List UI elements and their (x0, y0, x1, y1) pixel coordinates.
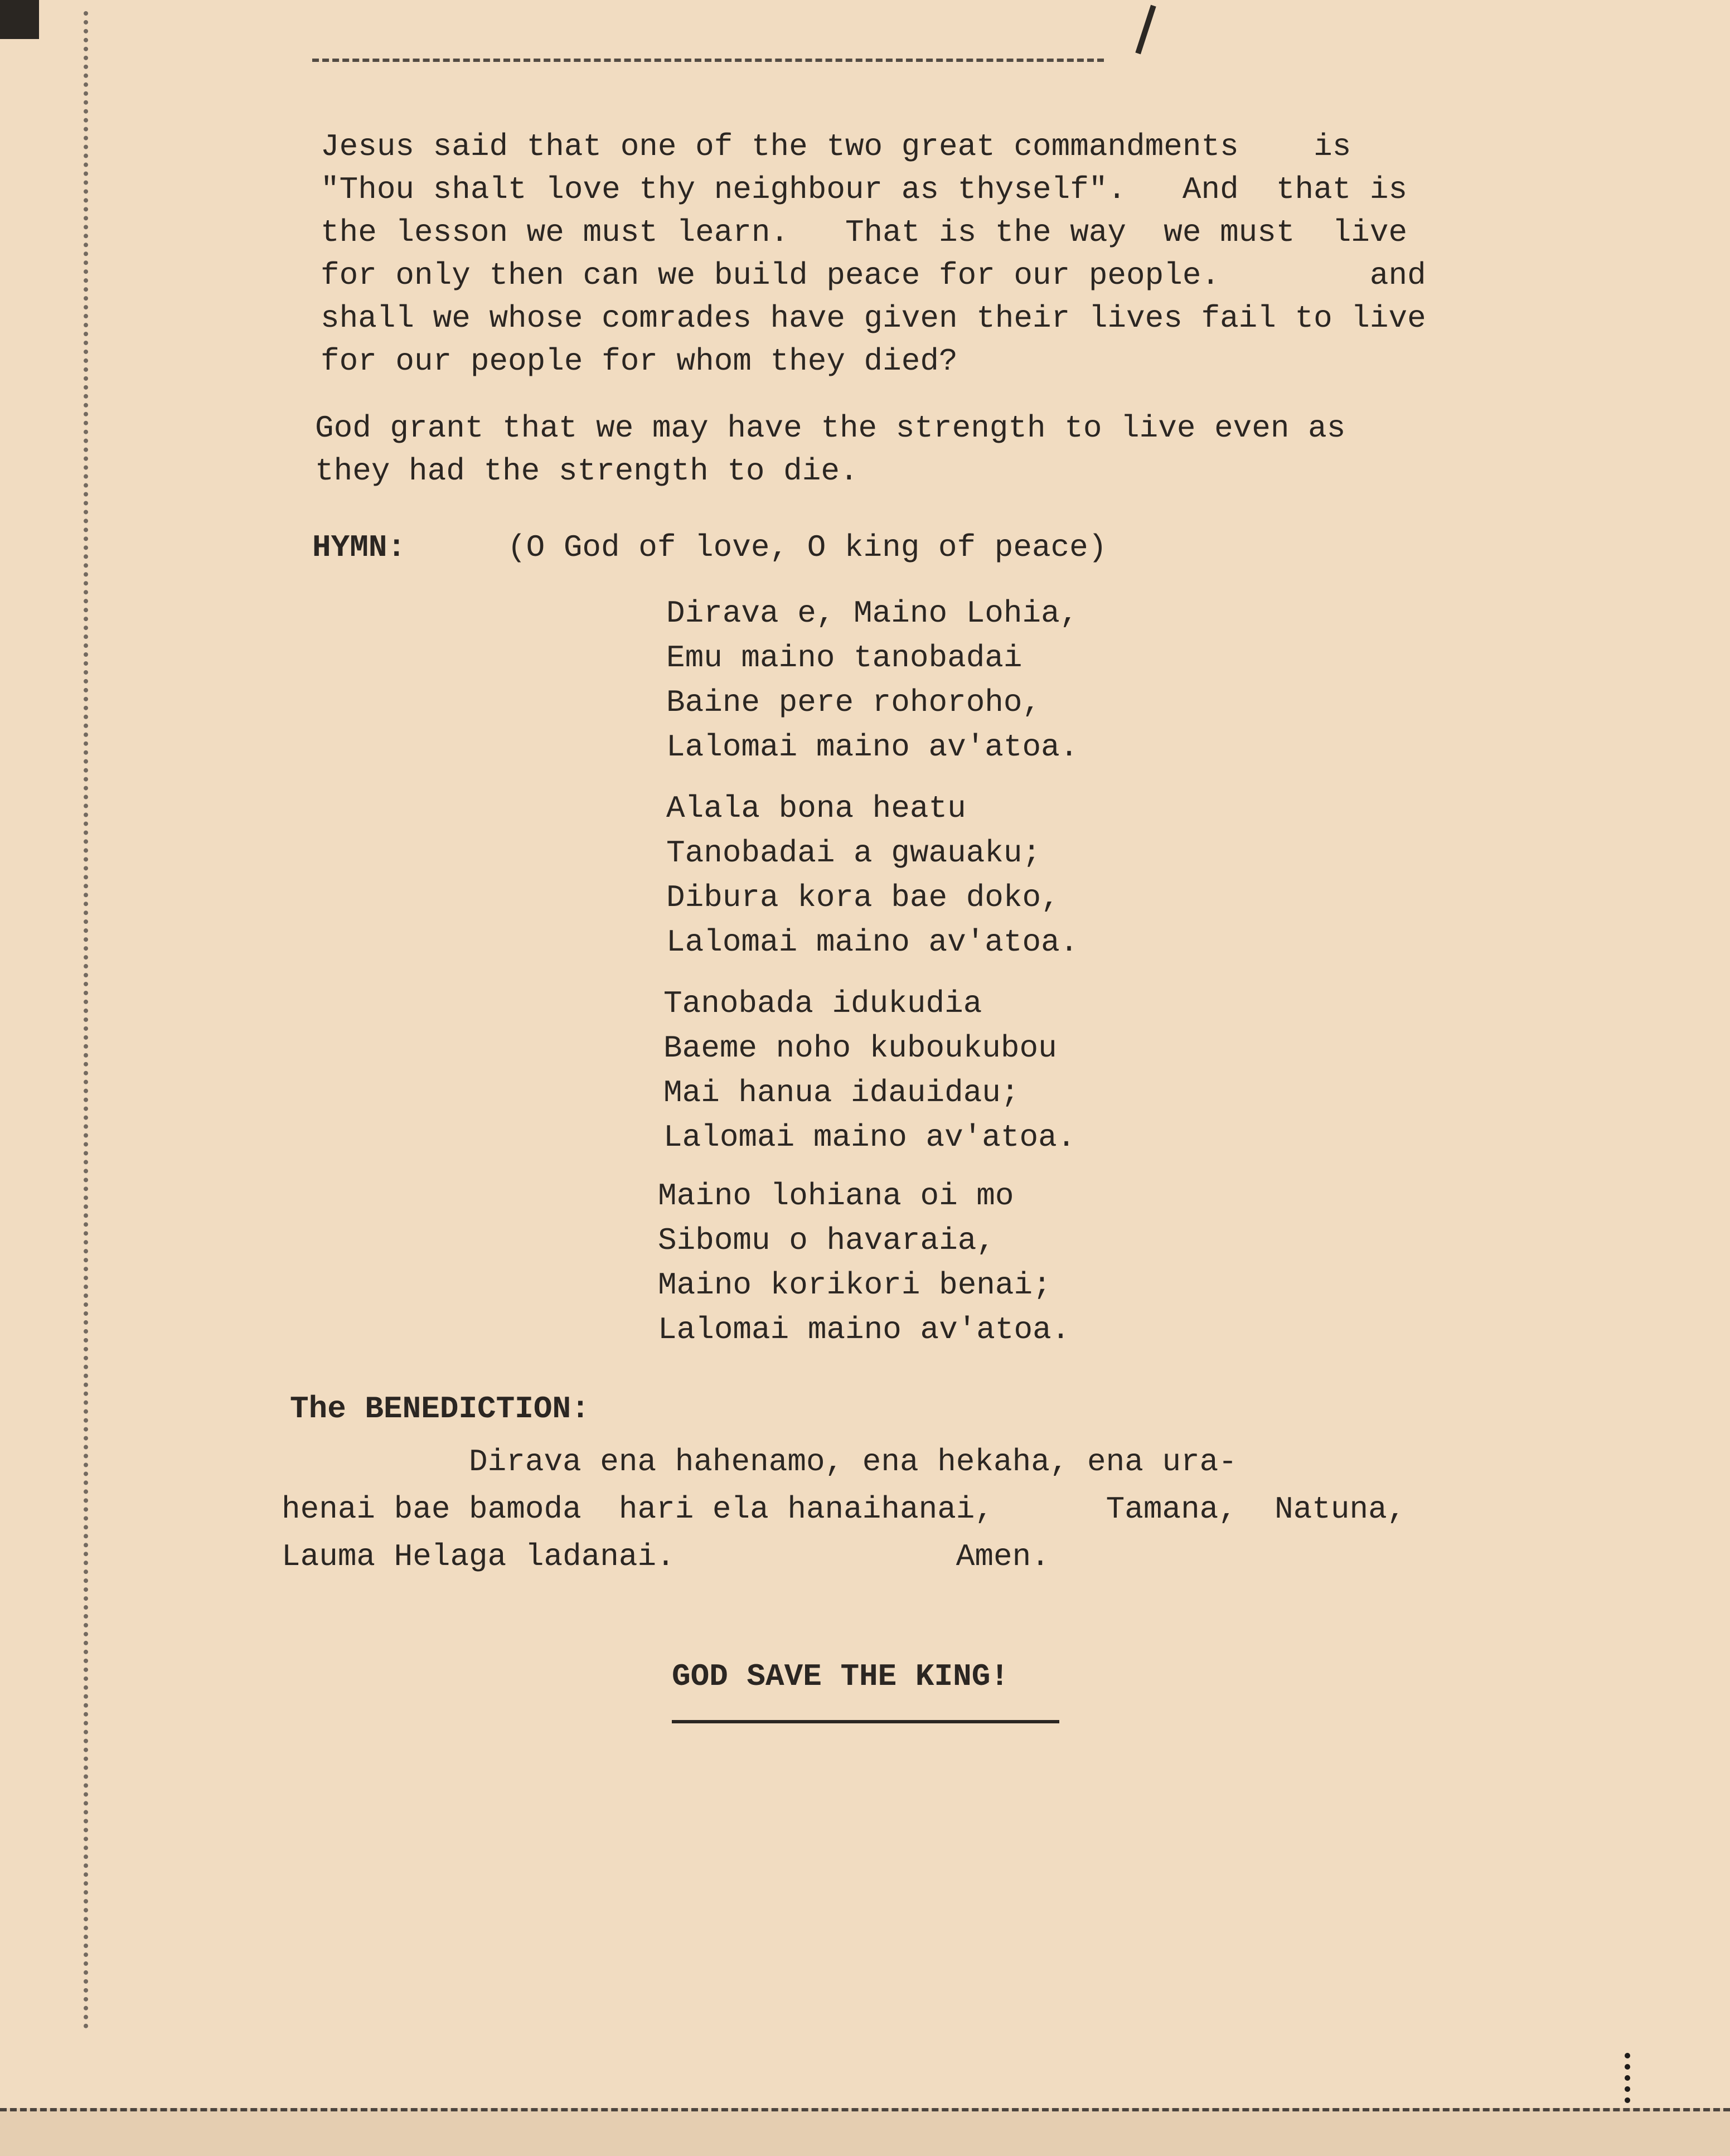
verse-line: Maino korikori benai; (658, 1267, 1051, 1303)
verse-line: Lalomai maino av'atoa. (658, 1312, 1070, 1348)
verse-line: Lalomai maino av'atoa. (663, 1120, 1076, 1155)
benediction-label: The BENEDICTION: (290, 1391, 590, 1427)
verse-line: Alala bona heatu (666, 791, 966, 826)
closing-underline (672, 1720, 1059, 1723)
top-pen-mark (1135, 5, 1156, 55)
text-line: they had the strength to die. (315, 453, 859, 489)
verse-line: Baeme noho kuboukubou (663, 1030, 1057, 1066)
benediction-text (282, 1438, 1406, 1581)
verse-line: Tanobadai a gwauaku; (666, 835, 1041, 871)
verse-line: Tanobada idukudia (663, 986, 982, 1021)
verse-line: Dirava e, Maino Lohia, (666, 595, 1079, 631)
hymn-verse-4 (658, 1174, 1070, 1352)
hymn-title: (O God of love, O king of peace) (507, 530, 1107, 565)
paragraph-prayer (315, 407, 1345, 493)
hymn-verse-1 (666, 591, 1078, 769)
verse-line: Maino lohiana oi mo (658, 1178, 1014, 1214)
hymn-verse-2 (666, 786, 1078, 965)
text-line: for our people for whom they died? (321, 343, 958, 379)
closing-heading: GOD SAVE THE KING! (672, 1659, 1009, 1694)
text-line: Jesus said that one of the two great commandments is (321, 129, 1351, 164)
binding-edge-marks (84, 11, 118, 2029)
hymn-label: HYMN: (312, 530, 406, 565)
text-line: "Thou shalt love thy neighbour as thyself". And that is (321, 172, 1408, 207)
hymn-verse-3 (663, 981, 1075, 1160)
verse-line: Lalomai maino av'atoa. (666, 924, 1079, 960)
text-line: for only then can we build peace for our people. and (321, 258, 1426, 293)
bottom-torn-edge (0, 2108, 1730, 2156)
verse-line: Mai hanua idauidau; (663, 1075, 1020, 1111)
page-corner-shadow (0, 0, 39, 39)
verse-line: Baine pere rohoroho, (666, 685, 1041, 720)
text-line: Dirava ena hahenamo, ena hekaha, ena ura- (282, 1444, 1237, 1480)
text-line: God grant that we may have the strength to live even as (315, 410, 1346, 446)
text-line: henai bae bamoda hari ela hanaihanai, Tamana, Natuna, (282, 1491, 1406, 1527)
verse-line: Sibomu o havaraia, (658, 1223, 995, 1258)
text-line: Lauma Helaga ladanai. Amen. (282, 1539, 1050, 1574)
verse-line: Emu maino tanobadai (666, 640, 1023, 676)
text-line: shall we whose comrades have given their lives fail to live (321, 301, 1426, 336)
top-smudge (312, 59, 1104, 79)
verse-line: Dibura kora bae doko, (666, 880, 1060, 915)
text-line: the lesson we must learn. That is the way we must live (321, 215, 1408, 250)
bottom-right-ink-marks (1625, 2053, 1644, 2103)
verse-line: Lalomai maino av'atoa. (666, 729, 1079, 765)
paragraph-commandment (321, 125, 1426, 383)
